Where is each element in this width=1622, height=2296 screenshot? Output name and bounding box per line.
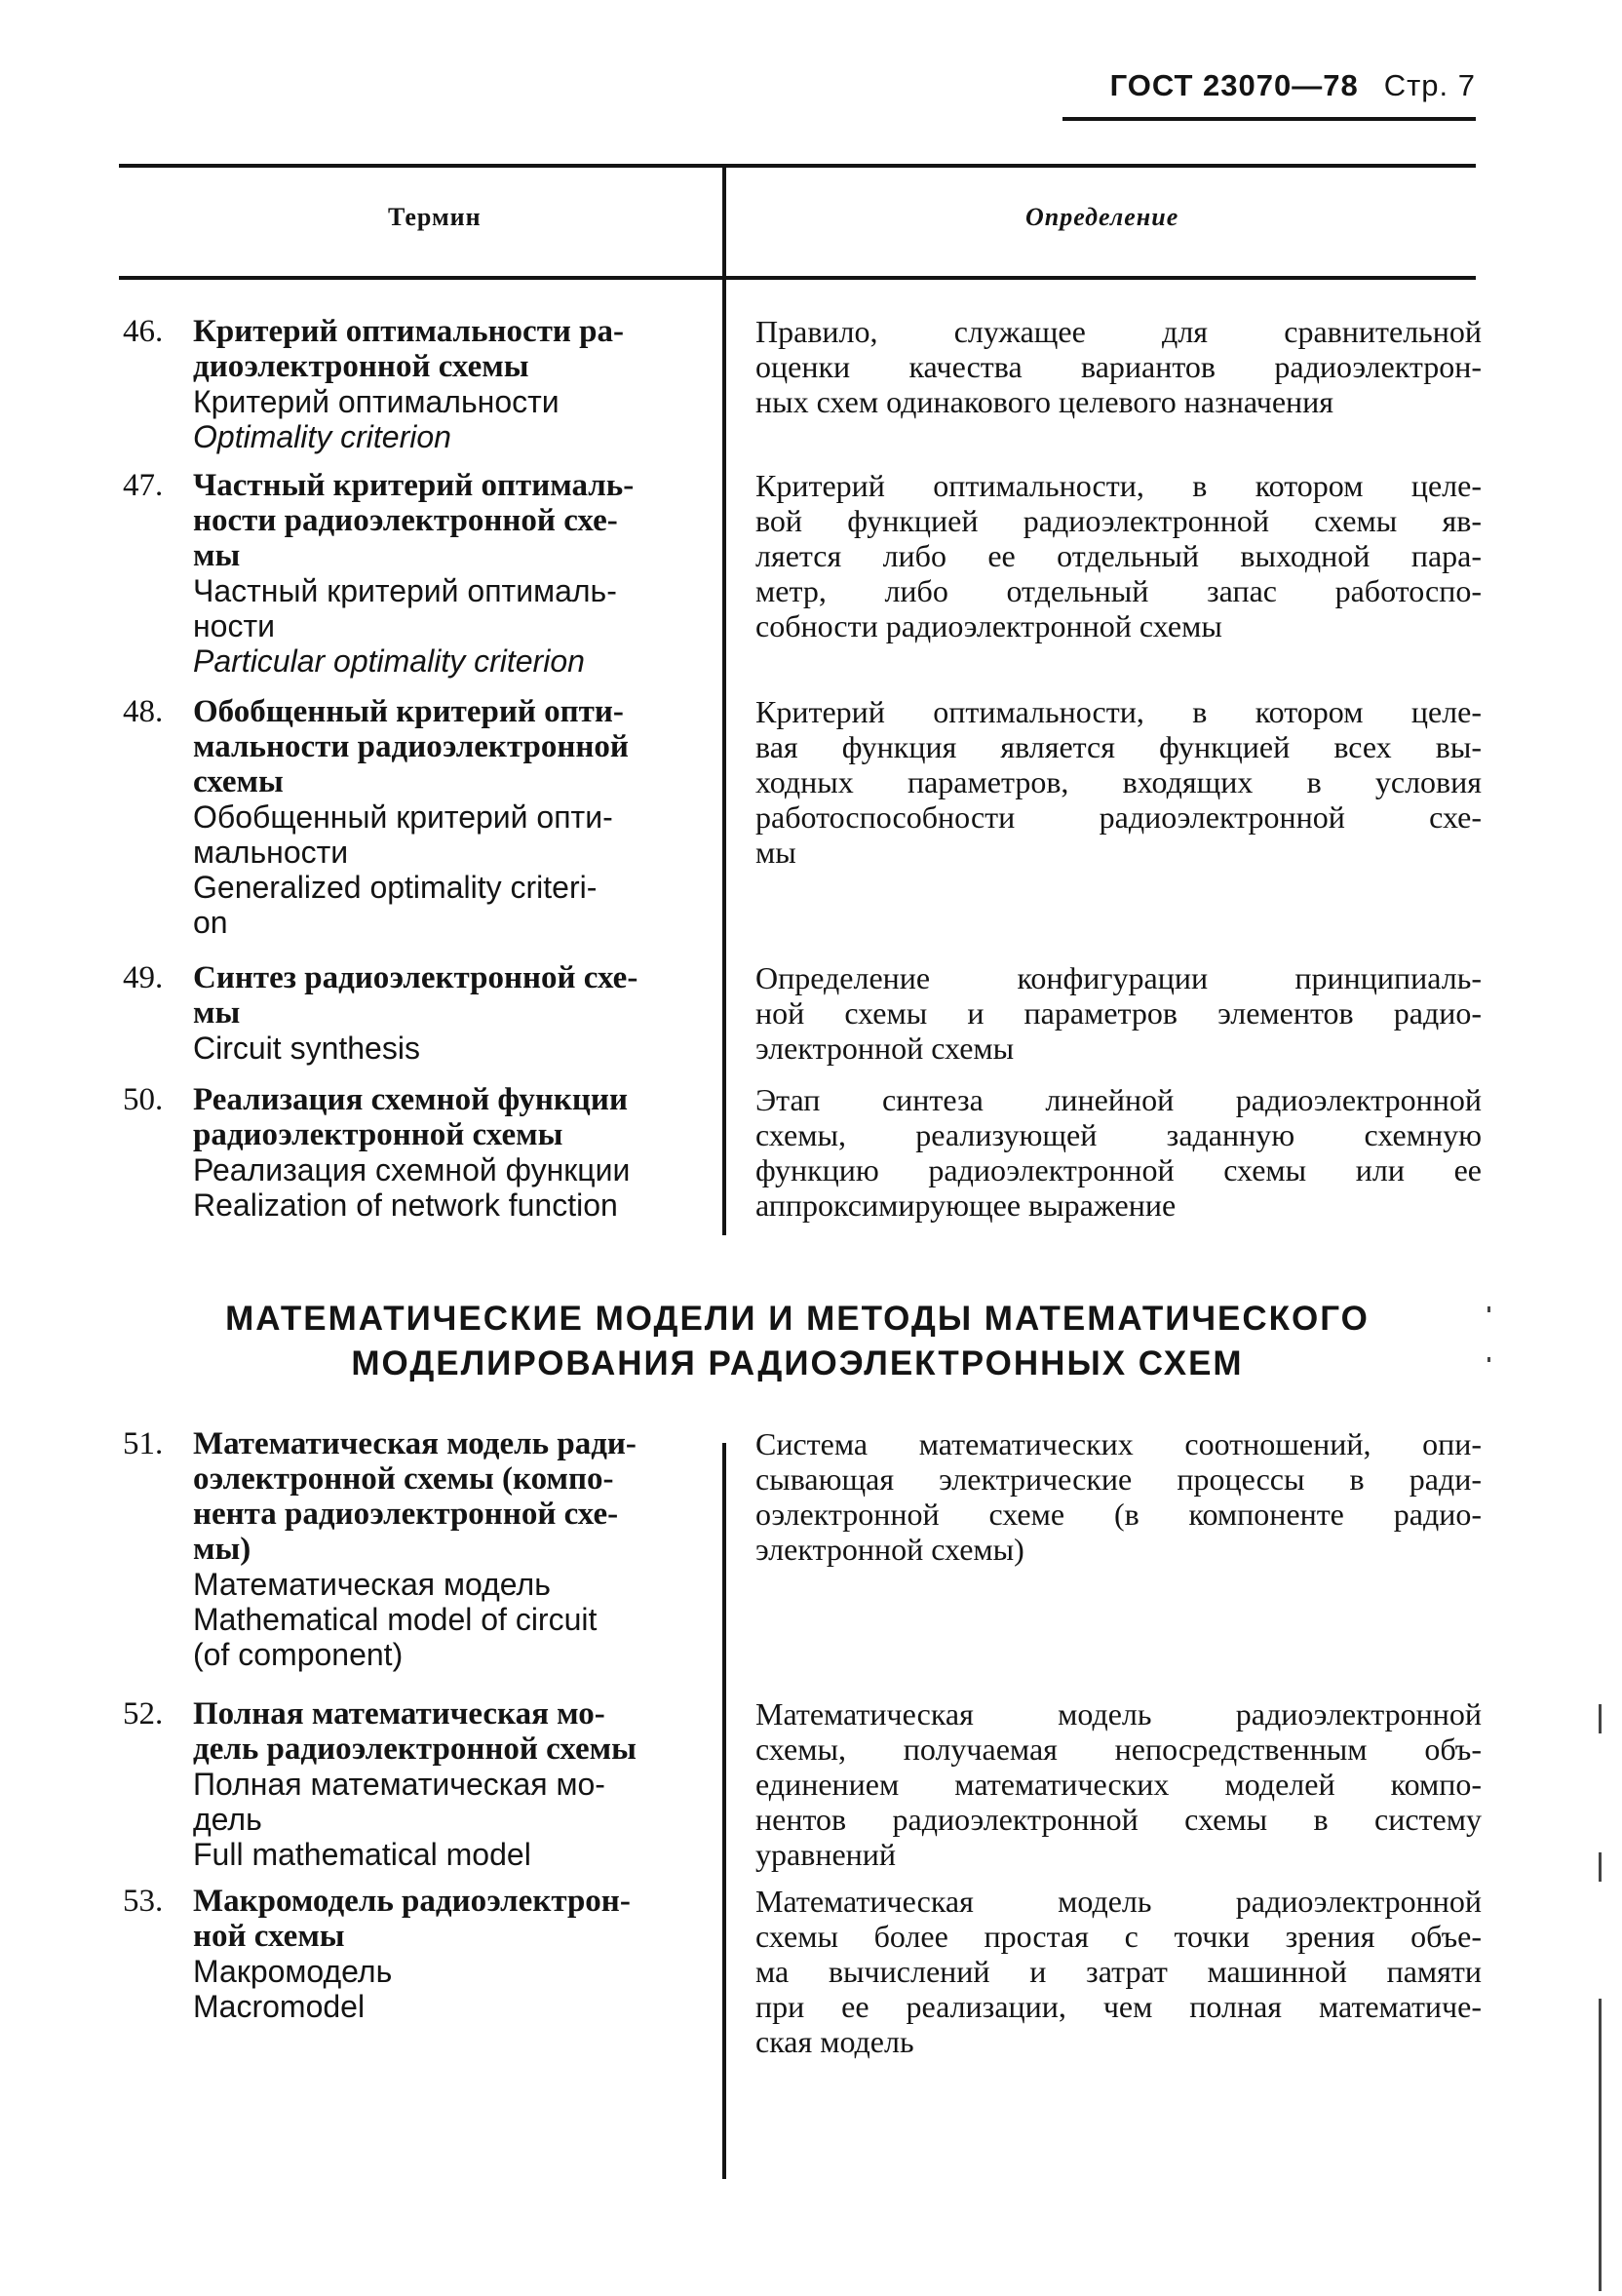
term-english: on (193, 905, 228, 940)
term-entry (123, 1696, 708, 1872)
page-number: Стр. 7 (1383, 68, 1476, 102)
definition-line: ходных параметров, входящих в условия (755, 764, 1482, 799)
section-title-line: МАТЕМАТИЧЕСКИЕ МОДЕЛИ И МЕТОДЫ МАТЕМАТИЧЕСКОГО (225, 1300, 1370, 1338)
definition-line: ляется либо ее отдельный выходной пара- (755, 538, 1482, 573)
column-header-definition: Определение (1025, 203, 1179, 231)
definition-line: нентов радиоэлектронной схемы в систему (755, 1802, 1482, 1837)
term-name-line: диоэлектронной схемы (193, 349, 529, 384)
term-short-form: Реализация схемной функции (193, 1152, 631, 1187)
term-entry (123, 468, 708, 679)
term-english: Full mathematical model (193, 1837, 531, 1872)
term-entry (123, 1082, 708, 1223)
term-name-line (123, 960, 708, 995)
term-definition (755, 1884, 1482, 2059)
term-name-line (123, 468, 708, 503)
term-english: Macromodel (193, 1989, 366, 2024)
table-header-rule (119, 276, 1476, 280)
definition-line: уравнений (755, 1837, 897, 1872)
term-number: 52. (123, 1696, 164, 1732)
term-number: 53. (123, 1884, 164, 1919)
definition-line: аппроксимирующее выражение (755, 1187, 1177, 1223)
definition-line: вой функцией радиоэлектронной схемы яв- (755, 503, 1482, 538)
term-name-line: радиоэлектронной схемы (193, 1117, 563, 1152)
term-entry (123, 314, 708, 454)
scan-mark (1487, 1357, 1490, 1362)
term-name: Критерий оптимальности ра- (193, 314, 625, 349)
term-english: Circuit synthesis (193, 1031, 420, 1066)
definition-line: ская модель (755, 2024, 914, 2059)
term-definition (755, 694, 1482, 870)
term-entry (123, 1426, 708, 1672)
term-short-form: Полная математическая мо- (193, 1767, 605, 1802)
term-definition (755, 468, 1482, 643)
term-name: Синтез радиоэлектронной схе- (193, 960, 638, 995)
table-top-rule (119, 164, 1476, 168)
definition-line: электронной схемы (755, 1031, 1015, 1066)
term-name: Обобщенный критерий опти- (193, 694, 624, 729)
definition-line: собности радиоэлектронной схемы (755, 608, 1222, 643)
term-short-form: Математическая модель (193, 1567, 551, 1602)
term-name-line: схемы (193, 764, 284, 799)
term-number: 46. (123, 314, 164, 349)
definition-line: схемы, получаемая непосредственным объ- (755, 1732, 1482, 1767)
scan-mark (1599, 1704, 1602, 1733)
term-entry (123, 960, 708, 1066)
term-name-line: мы (193, 995, 241, 1031)
definition-line: оэлектронной схеме (в компоненте радио- (755, 1497, 1482, 1532)
term-definition (755, 960, 1482, 1066)
term-definition (755, 1696, 1482, 1872)
definition-line: работоспособности радиоэлектронной схе- (755, 799, 1482, 835)
term-name-line: мы) (193, 1532, 251, 1567)
section-title-line: МОДЕЛИРОВАНИЯ РАДИОЭЛЕКТРОННЫХ СХЕМ (351, 1344, 1244, 1382)
term-number: 51. (123, 1426, 164, 1461)
term-short-form: дель (193, 1802, 262, 1837)
term-name-line (123, 1696, 708, 1732)
term-name-line (123, 314, 708, 349)
term-english: Mathematical model of circuit (193, 1602, 598, 1637)
definition-line: Этап синтеза линейной радиоэлектронной (755, 1082, 1482, 1117)
definition-line: Система математических соотношений, опи- (755, 1426, 1482, 1461)
page-header (1110, 68, 1476, 103)
term-name-line: дель радиоэлектронной схемы (193, 1732, 637, 1767)
term-name: Частный критерий оптималь- (193, 468, 635, 503)
term-name-line: мальности радиоэлектронной (193, 729, 629, 764)
definition-line: мы (755, 835, 796, 870)
definition-line: функцию радиоэлектронной схемы или ее (755, 1152, 1482, 1187)
term-short-form: Критерий оптимальности (193, 384, 560, 419)
term-short-form: Макромодель (193, 1954, 393, 1989)
term-short-form: Обобщенный критерий опти- (193, 799, 613, 835)
term-name-line: оэлектронной схемы (компо- (193, 1461, 614, 1497)
scan-mark (1599, 1852, 1602, 1882)
definition-line: схемы более простая с точки зрения объе- (755, 1919, 1482, 1954)
column-divider-upper (722, 166, 726, 1235)
scan-mark (1487, 1306, 1490, 1312)
standard-number: ГОСТ 23070—78 (1109, 68, 1359, 102)
term-name: Математическая модель ради- (193, 1426, 637, 1461)
term-english: Particular optimality criterion (193, 643, 585, 679)
term-definition (755, 1082, 1482, 1223)
term-short-form: Частный критерий оптималь- (193, 573, 617, 608)
term-english: Optimality criterion (193, 419, 451, 454)
definition-line: при ее реализации, чем полная математиче- (755, 1989, 1482, 2024)
term-name: Полная математическая мо- (193, 1696, 605, 1732)
term-name-line (123, 1082, 708, 1117)
term-definition (755, 1426, 1482, 1567)
term-english: Realization of network function (193, 1187, 618, 1223)
term-number: 48. (123, 694, 164, 729)
term-short-form: мальности (193, 835, 349, 870)
definition-line: Определение конфигурации принципиаль- (755, 960, 1482, 995)
definition-line: единением математических моделей компо- (755, 1767, 1482, 1802)
definition-line: Математическая модель радиоэлектронной (755, 1696, 1482, 1732)
term-name-line: ности радиоэлектронной схе- (193, 503, 618, 538)
term-name-line (123, 694, 708, 729)
term-number: 47. (123, 468, 164, 503)
definition-line: электронной схемы) (755, 1532, 1024, 1567)
definition-line: схемы, реализующей заданную схемную (755, 1117, 1482, 1152)
header-underline (1062, 117, 1476, 121)
definition-line: Критерий оптимальности, в котором целе- (755, 468, 1482, 503)
definition-line: вая функция является функцией всех вы- (755, 729, 1482, 764)
term-entry (123, 1884, 708, 2024)
term-definition (755, 314, 1482, 419)
term-english: (of component) (193, 1637, 404, 1672)
definition-line: Математическая модель радиоэлектронной (755, 1884, 1482, 1919)
term-name-line: ной схемы (193, 1919, 345, 1954)
definition-line: оценки качества вариантов радиоэлектрон- (755, 349, 1482, 384)
term-name: Макромодель радиоэлектрон- (193, 1884, 631, 1919)
term-english: Generalized optimality criteri- (193, 870, 598, 905)
definition-line: ма вычислений и затрат машинной памяти (755, 1954, 1482, 1989)
term-short-form: ности (193, 608, 275, 643)
term-name-line (123, 1884, 708, 1919)
term-number: 50. (123, 1082, 164, 1117)
column-header-term: Термин (388, 203, 482, 231)
term-name-line: нента радиоэлектронной схе- (193, 1497, 619, 1532)
column-divider-lower (722, 1443, 726, 2179)
definition-line: метр, либо отдельный запас работоспо- (755, 573, 1482, 608)
definition-line: сывающая электрические процессы в ради- (755, 1461, 1482, 1497)
definition-line: Критерий оптимальности, в котором целе- (755, 694, 1482, 729)
definition-line: ной схемы и параметров элементов радио- (755, 995, 1482, 1031)
term-number: 49. (123, 960, 164, 995)
term-entry (123, 694, 708, 940)
term-name: Реализация схемной функции (193, 1082, 628, 1117)
scan-mark (1599, 1999, 1602, 2291)
section-title (119, 1297, 1476, 1386)
term-name-line: мы (193, 538, 241, 573)
definition-line: Правило, служащее для сравнительной (755, 314, 1482, 349)
term-name-line (123, 1426, 708, 1461)
definition-line: ных схем одинакового целевого назначения (755, 384, 1334, 419)
